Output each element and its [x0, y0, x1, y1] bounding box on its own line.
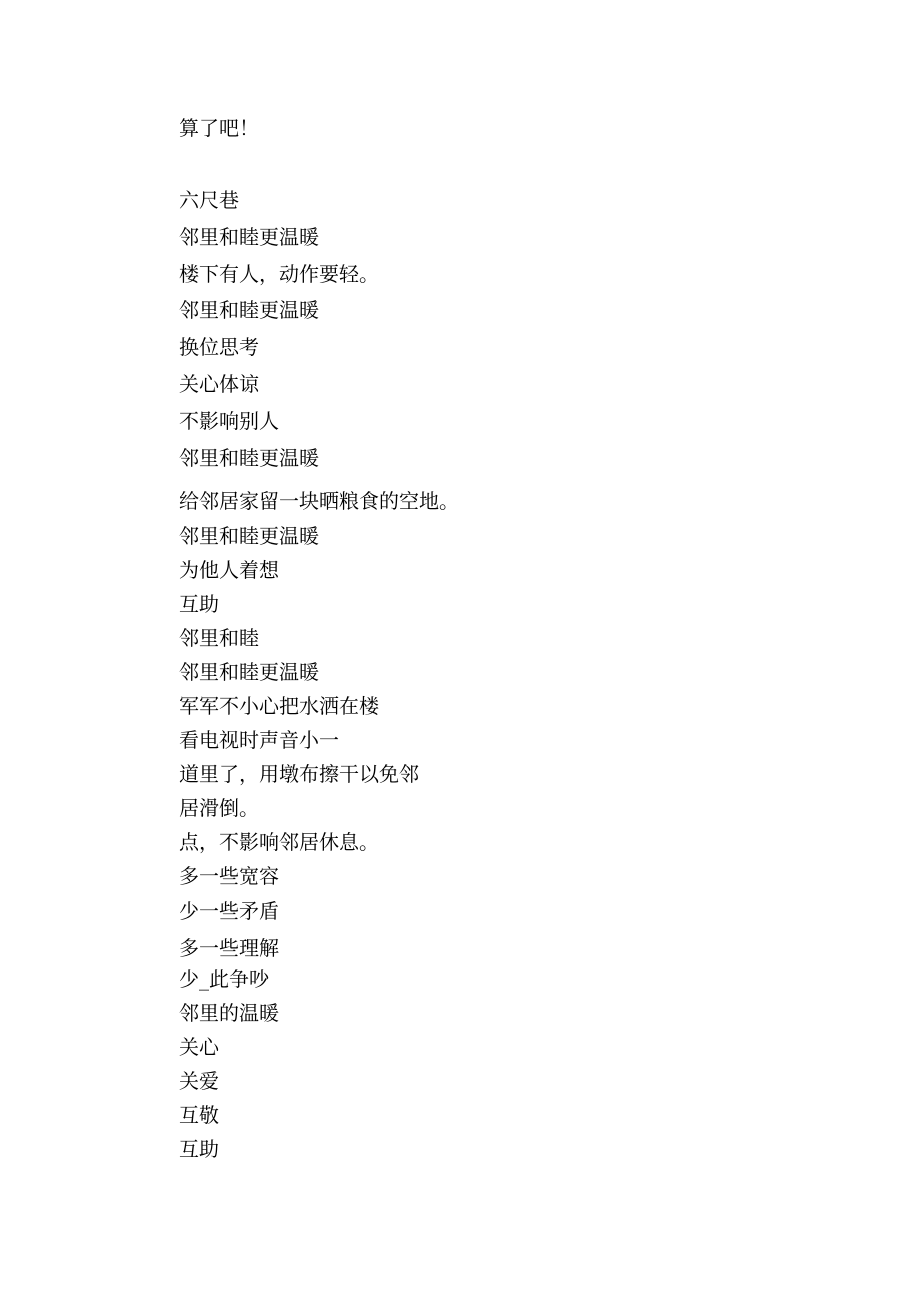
text-line: 互敬: [179, 1103, 219, 1127]
text-line: 少_此争吵: [179, 967, 269, 991]
text-line: 算了吧！: [179, 116, 259, 140]
text-line: 关爱: [179, 1069, 219, 1093]
text-line: 邻里的温暖: [179, 1001, 279, 1025]
text-line: 给邻居家留一块晒粮食的空地。: [179, 489, 459, 513]
text-line: 军军不小心把水洒在楼: [179, 694, 379, 718]
text-line: 邻里和睦更温暖: [179, 524, 319, 548]
text-line: 居滑倒。: [179, 796, 259, 820]
text-line: 少一些矛盾: [179, 899, 279, 923]
text-line: 互助: [179, 592, 219, 616]
text-line: 六尺巷: [179, 188, 239, 212]
text-line: 邻里和睦更温暖: [179, 225, 319, 249]
text-line: 不影响别人: [179, 409, 279, 433]
text-line: 关心: [179, 1035, 219, 1059]
text-line: 换位思考: [179, 335, 259, 359]
text-line: 看电视时声音小一: [179, 728, 339, 752]
text-line: 多一些理解: [179, 936, 279, 960]
text-line: 邻里和睦更温暖: [179, 660, 319, 684]
text-line: 邻里和睦更温暖: [179, 446, 319, 470]
text-line: 楼下有人，动作要轻。: [179, 262, 379, 286]
text-line: 邻里和睦更温暖: [179, 298, 319, 322]
text-line: 多一些宽容: [179, 864, 279, 888]
text-line: 道里了，用墩布擦干以免邻: [179, 762, 419, 786]
text-line: 为他人着想: [179, 558, 279, 582]
text-line: 点，不影响邻居休息。: [179, 830, 379, 854]
text-line: 关心体谅: [179, 372, 259, 396]
text-line: 互助: [179, 1137, 219, 1161]
text-line: 邻里和睦: [179, 626, 259, 650]
